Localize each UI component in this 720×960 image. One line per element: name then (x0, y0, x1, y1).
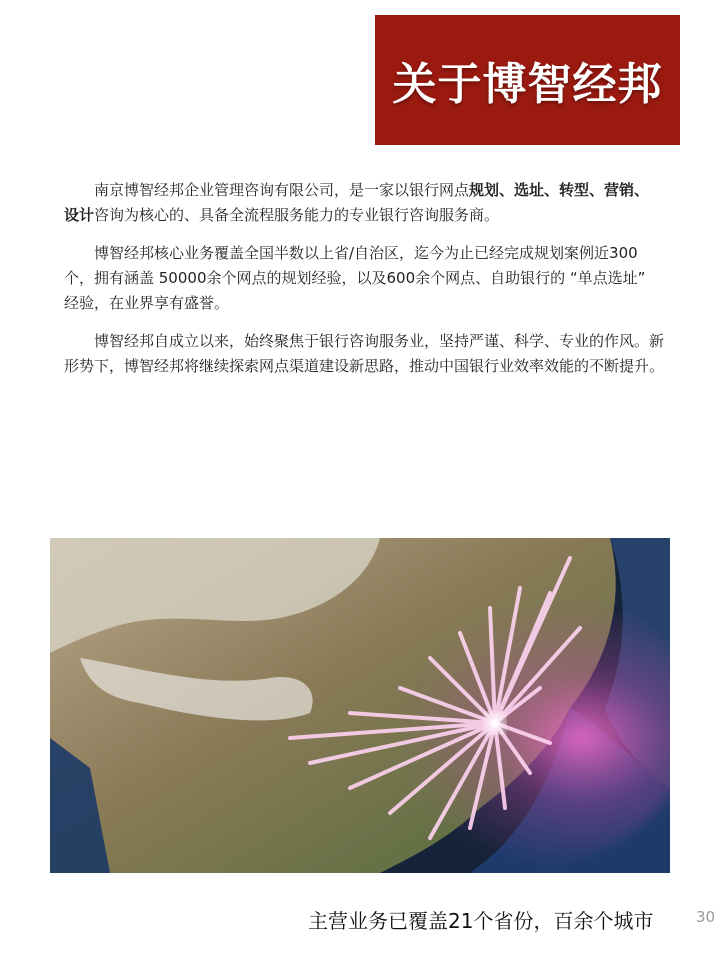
map-graphic (50, 538, 670, 873)
china-map-image (50, 538, 670, 873)
paragraph-1-start: 南京博智经邦企业管理咨询有限公司，是一家以银行网点 (94, 181, 470, 199)
paragraph-2: 博智经邦核心业务覆盖全国半数以上省/自治区，迄今为止已经完成规划案例近300个，拥有涵盖 50000余个网点的规划经验，以及600余个网点、自助银行的 “单点选址” 经验，在业界享有盛誉。 (64, 244, 646, 312)
page-title: 关于博智经邦 (392, 59, 663, 110)
paragraph-1-bold: 规划、选址、转型、营销、设计 (64, 181, 650, 224)
page-number: 30 (696, 908, 716, 926)
paragraph-1 (64, 178, 664, 228)
map-caption: 主营业务已覆盖21个省份，百余个城市 (308, 909, 654, 933)
paragraph-1-end: 咨询为核心的、具备全流程服务能力的专业银行咨询服务商。 (94, 206, 500, 224)
body-text (64, 178, 664, 392)
paragraph-3: 博智经邦自成立以来，始终聚焦于银行咨询服务业，坚持严谨、科学、专业的作风。新形势下，博智经邦将继续探索网点渠道建设新思路，推动中国银行业效率效能的不断提升。 (64, 332, 665, 375)
title-banner (375, 15, 680, 145)
